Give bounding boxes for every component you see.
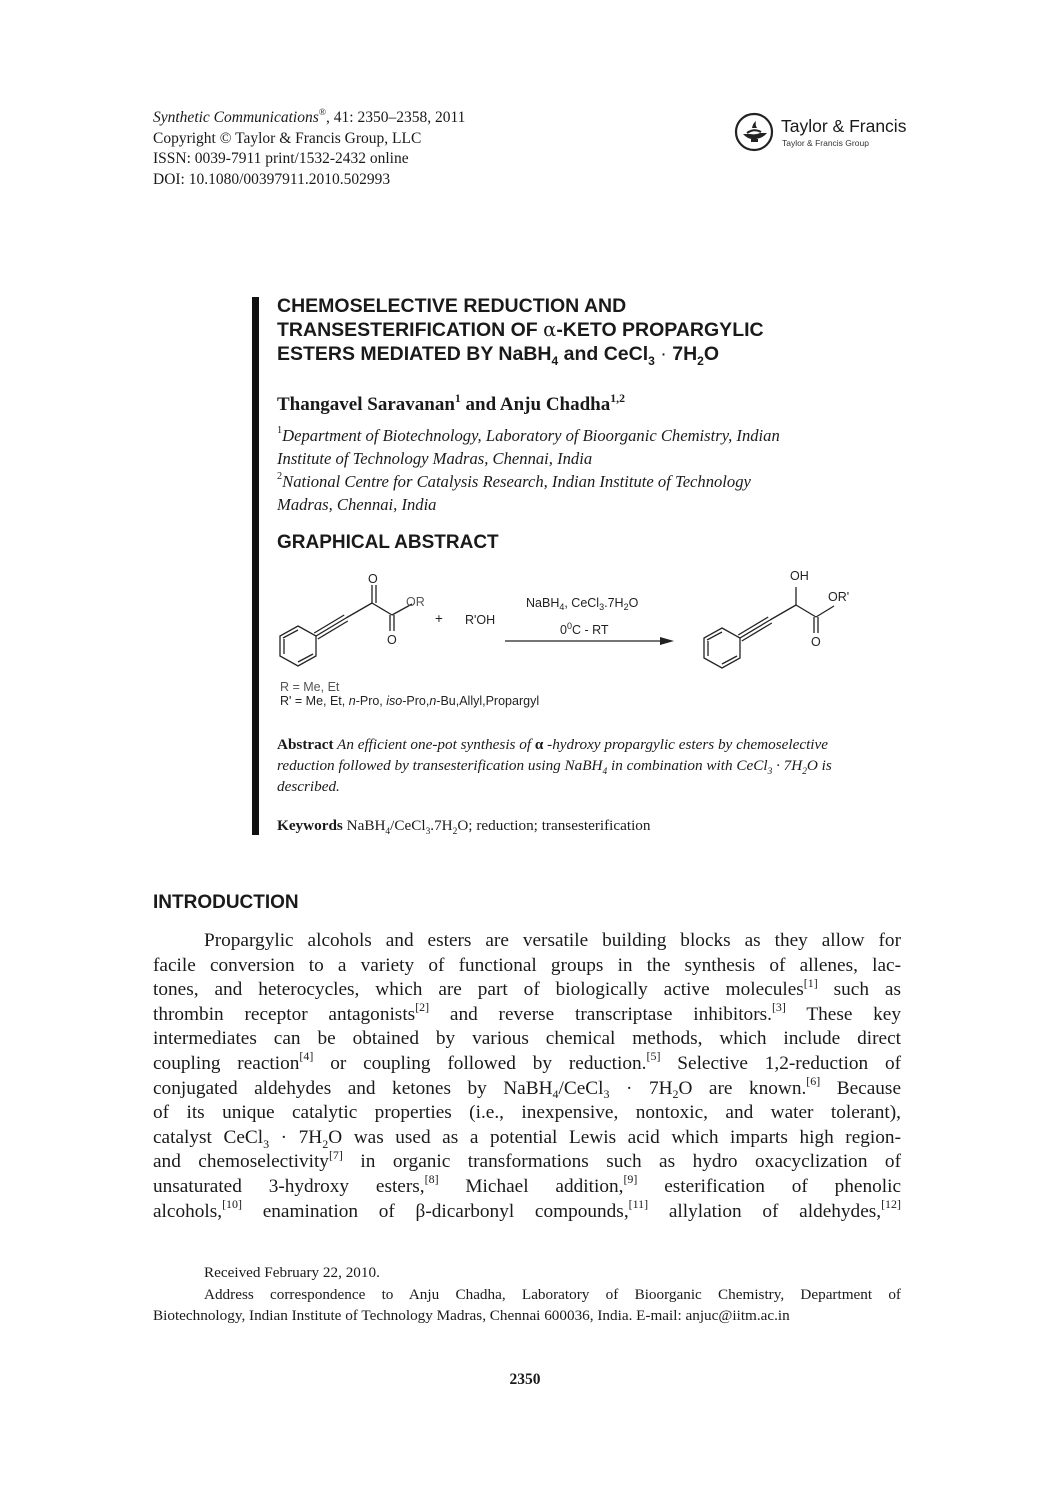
citation-ref[interactable]: [6]	[806, 1073, 821, 1088]
citation-ref[interactable]: [8]	[424, 1172, 439, 1187]
body-line: catalyst CeCl$_3$ · $7H_2O$ was used as a potential Lewis acid which imparts high region-	[153, 1126, 901, 1151]
reaction-conditions-reagents: NaBH$_4$, $CeCl_3.7H_2O$	[526, 596, 639, 612]
reactant-oxygen-bottom: O	[387, 633, 397, 647]
product-hydroxyl: OH	[790, 569, 809, 583]
citation-ref[interactable]: [2]	[415, 1000, 430, 1015]
r-prime-definition: R' = Me, Et, n-Pro, iso-Pro,n-Bu,Allyl,Propargyl	[280, 694, 540, 708]
citation-ref[interactable]: [1]	[803, 975, 818, 990]
citation-ref[interactable]: [11]	[628, 1196, 649, 1211]
body-line: coupling reaction[4] or coupling followed by reduction.[5] Selective 1,2-reduction of	[153, 1049, 902, 1074]
alcohol-reagent: R'OH	[465, 613, 496, 627]
citation-ref[interactable]: [4]	[299, 1049, 314, 1064]
introduction-body	[153, 929, 901, 1224]
received-date: Received February 22, 2010.	[204, 1264, 380, 1281]
citation-ref[interactable]: [12]	[881, 1196, 901, 1211]
reaction-arrow-icon	[505, 637, 674, 645]
body-line: tones, and heterocycles, which are part of biologically active molecules[1] such as	[153, 975, 901, 1001]
citation-ref[interactable]: [3]	[771, 1000, 786, 1015]
reactant-oxygen-top: O	[368, 572, 378, 586]
citation-ref[interactable]: [9]	[623, 1172, 638, 1187]
doi-line[interactable]: DOI: 10.1080/00397911.2010.502993	[153, 170, 391, 188]
benzene-ring	[280, 626, 316, 666]
reactant-or-label: OR	[406, 595, 425, 609]
product-oxygen-bottom: O	[811, 635, 821, 649]
body-line: facile conversion to a variety of functional groups in the synthesis of allenes, lac-	[153, 954, 901, 976]
body-line: and chemoselectivity[7] in organic transformations such as hydro oxacyclization of	[153, 1147, 901, 1173]
reaction-scheme	[272, 563, 912, 713]
abstract-side-bar	[252, 297, 259, 835]
abstract-label: Abstract	[277, 736, 334, 753]
issn-line: ISSN: 0039-7911 print/1532-2432 online	[153, 150, 409, 167]
author-list: Thangavel Saravanan$^1$ and Anju Chadha$^{1,2}$	[277, 391, 625, 415]
product-structure	[704, 587, 834, 668]
reaction-conditions-temperature: $0^0C$ - RT	[560, 621, 609, 637]
body-line: unsaturated 3-hydroxy esters,[8] Michael addition,[9] esterification of phenolic	[153, 1172, 902, 1197]
body-line: conjugated aldehydes and ketones by NaBH$_4$/CeCl$_3$ · $7H_2O$ are known.[6] Because	[153, 1073, 901, 1102]
copyright-line: Copyright © Taylor & Francis Group, LLC	[153, 129, 422, 147]
article-title: CHEMOSELECTIVE REDUCTION AND TRANSESTERIFICATION OF α-KETO PROPARGYLIC ESTERS MEDIATED BY NaBH$_4$ and CeCl$_3$ · $7H_2O$	[277, 295, 764, 368]
affiliations: $^1$Department of Biotechnology, Laboratory of Bioorganic Chemistry, Indian Institute of Technology Madras, Chennai, India $^2$National Centre for Catalysis Research, Indian Institute of Technology Madras, Chennai, India	[277, 425, 780, 514]
page-number: 2350	[509, 1371, 541, 1388]
lamp-logo-icon	[734, 112, 776, 154]
citation-ref[interactable]: [10]	[222, 1196, 242, 1211]
keywords: Keywords $NaBH_4/CeCl_3.7H_2O$; reduction; transesterification	[277, 817, 651, 838]
body-line: thrombin receptor antagonists[2] and reverse transcriptase inhibitors.[3] These key	[153, 1000, 902, 1025]
correspondence-line: Address correspondence to Anju Chadha, Laboratory of Bioorganic Chemistry, Department of	[204, 1285, 901, 1303]
citation-ref[interactable]: [7]	[328, 1147, 343, 1162]
graphical-abstract-heading: GRAPHICAL ABSTRACT	[277, 532, 499, 553]
correspondence-line: Biotechnology, Indian Institute of Technology Madras, Chennai 600036, India. E-mail: anjuc@iitm.ac.in	[153, 1307, 790, 1324]
keywords-label: Keywords	[277, 817, 343, 834]
plus-sign: +	[435, 611, 443, 626]
body-line: of its unique catalytic properties (i.e., inexpensive, nontoxic, and water tolerant),	[153, 1102, 901, 1124]
r-group-definition: R = Me, Et	[280, 680, 340, 694]
journal-header	[153, 108, 465, 190]
alkyne-bond	[316, 618, 346, 636]
publisher-logo	[734, 112, 914, 156]
publisher-group: Taylor & Francis Group	[782, 138, 869, 148]
introduction-heading: INTRODUCTION	[153, 892, 299, 913]
abstract: Abstract An efficient one-pot synthesis of α -hydroxy propargylic esters by chemoselective reduction followed by transesterification using NaBH$_4$ in combination with CeCl$_3$ · $7H_2O$ is described.	[277, 736, 832, 795]
body-line: Propargylic alcohols and esters are versatile building blocks as they allow for	[204, 930, 901, 951]
publisher-name: Taylor & Francis	[781, 116, 907, 136]
product-or-label: OR'	[828, 590, 850, 604]
body-line: intermediates can be obtained by various chemical methods, which include direct	[153, 1028, 901, 1050]
reactant-structure	[280, 585, 412, 666]
citation-ref[interactable]: [5]	[646, 1049, 661, 1064]
body-line: alcohols,[10] enamination of β-dicarbonyl compounds,[11] allylation of aldehydes,[12]	[153, 1196, 901, 1222]
footnotes	[153, 1262, 901, 1327]
product-benzene-ring	[704, 628, 740, 668]
journal-citation: Synthetic Communications®, 41: 2350–2358, 2011	[153, 106, 466, 126]
